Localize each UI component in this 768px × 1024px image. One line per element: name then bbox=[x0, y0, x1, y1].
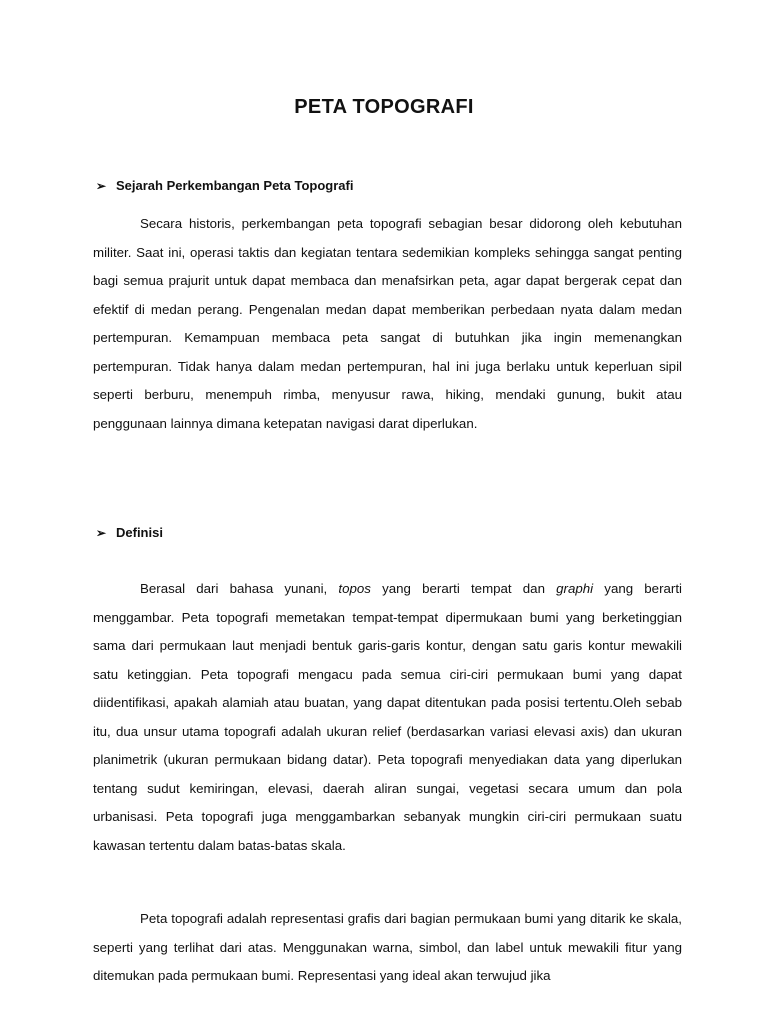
paragraph-sejarah bbox=[93, 210, 682, 438]
page-title: PETA TOPOGRAFI bbox=[294, 96, 474, 118]
italic-term-topos: topos bbox=[338, 581, 371, 596]
arrow-bullet-icon: ➢ bbox=[96, 178, 107, 193]
paragraph-text: Berasal dari bahasa yunani, bbox=[140, 581, 339, 596]
section-heading-label: Sejarah Perkembangan Peta Topografi bbox=[116, 178, 354, 193]
section-heading-label: Definisi bbox=[116, 525, 163, 540]
paragraph-definisi-1 bbox=[93, 575, 682, 860]
paragraph-text: yang berarti tempat dan bbox=[370, 581, 557, 596]
section-heading-definisi bbox=[96, 525, 163, 540]
paragraph-text: Secara historis, perkembangan peta topografi sebagian besar didorong oleh kebutuhan militer. Saat ini, operasi taktis dan kegiatan tentara sedemikian kompleks sehingga sangat penting bagi semua prajurit untuk dapat membaca dan menafsirkan peta, agar dapat bergerak cepat dan efektif di medan perang. Pengenalan medan dapat memberikan perbedaan nyata dalam medan pertempuran. Kemampuan membaca peta sangat di butuhkan jika ingin memenangkan pertempuran. Tidak hanya dalam medan pertempuran, hal ini juga berlaku untuk keperluan sipil seperti berburu, menempuh rimba, menyusur rawa, hiking, mendaki gunung, bukit atau penggunaan lainnya dimana ketepatan navigasi darat diperlukan. bbox=[93, 216, 682, 431]
italic-term-graphi: graphi bbox=[556, 581, 594, 596]
paragraph-text: yang berarti menggambar. Peta topografi memetakan tempat-tempat dipermukaan bumi yang berketinggian sama dari permukaan laut menjadi bentuk garis-garis kontur, dengan satu garis kontur mewakili satu ketinggian. Peta topografi mengacu pada semua ciri-ciri permukaan bumi yang dapat diidentifikasi, apakah alamiah atau buatan, yang dapat ditentukan pada posisi tertentu.Oleh sebab itu, dua unsur utama topografi adalah ukuran relief (berdasarkan variasi elevasi axis) dan ukuran planimetrik (ukuran permukaan bidang datar). Peta topografi menyediakan data yang diperlukan tentang sudut kemiringan, elevasi, daerah aliran sungai, vegetasi secara umum dan pola urbanisasi. Peta topografi juga menggambarkan sebanyak mungkin ciri-ciri permukaan suatu kawasan tertentu dalam batas-batas skala. bbox=[93, 581, 682, 853]
paragraph-text: Peta topografi adalah representasi grafis dari bagian permukaan bumi yang ditarik ke skala, seperti yang terlihat dari atas. Menggunakan warna, simbol, dan label untuk mewakili fitur yang ditemukan pada permukaan bumi. Representasi yang ideal akan terwujud jika bbox=[93, 911, 682, 983]
paragraph-definisi-2 bbox=[93, 905, 682, 991]
arrow-bullet-icon: ➢ bbox=[96, 525, 107, 540]
section-heading-sejarah bbox=[96, 178, 353, 193]
